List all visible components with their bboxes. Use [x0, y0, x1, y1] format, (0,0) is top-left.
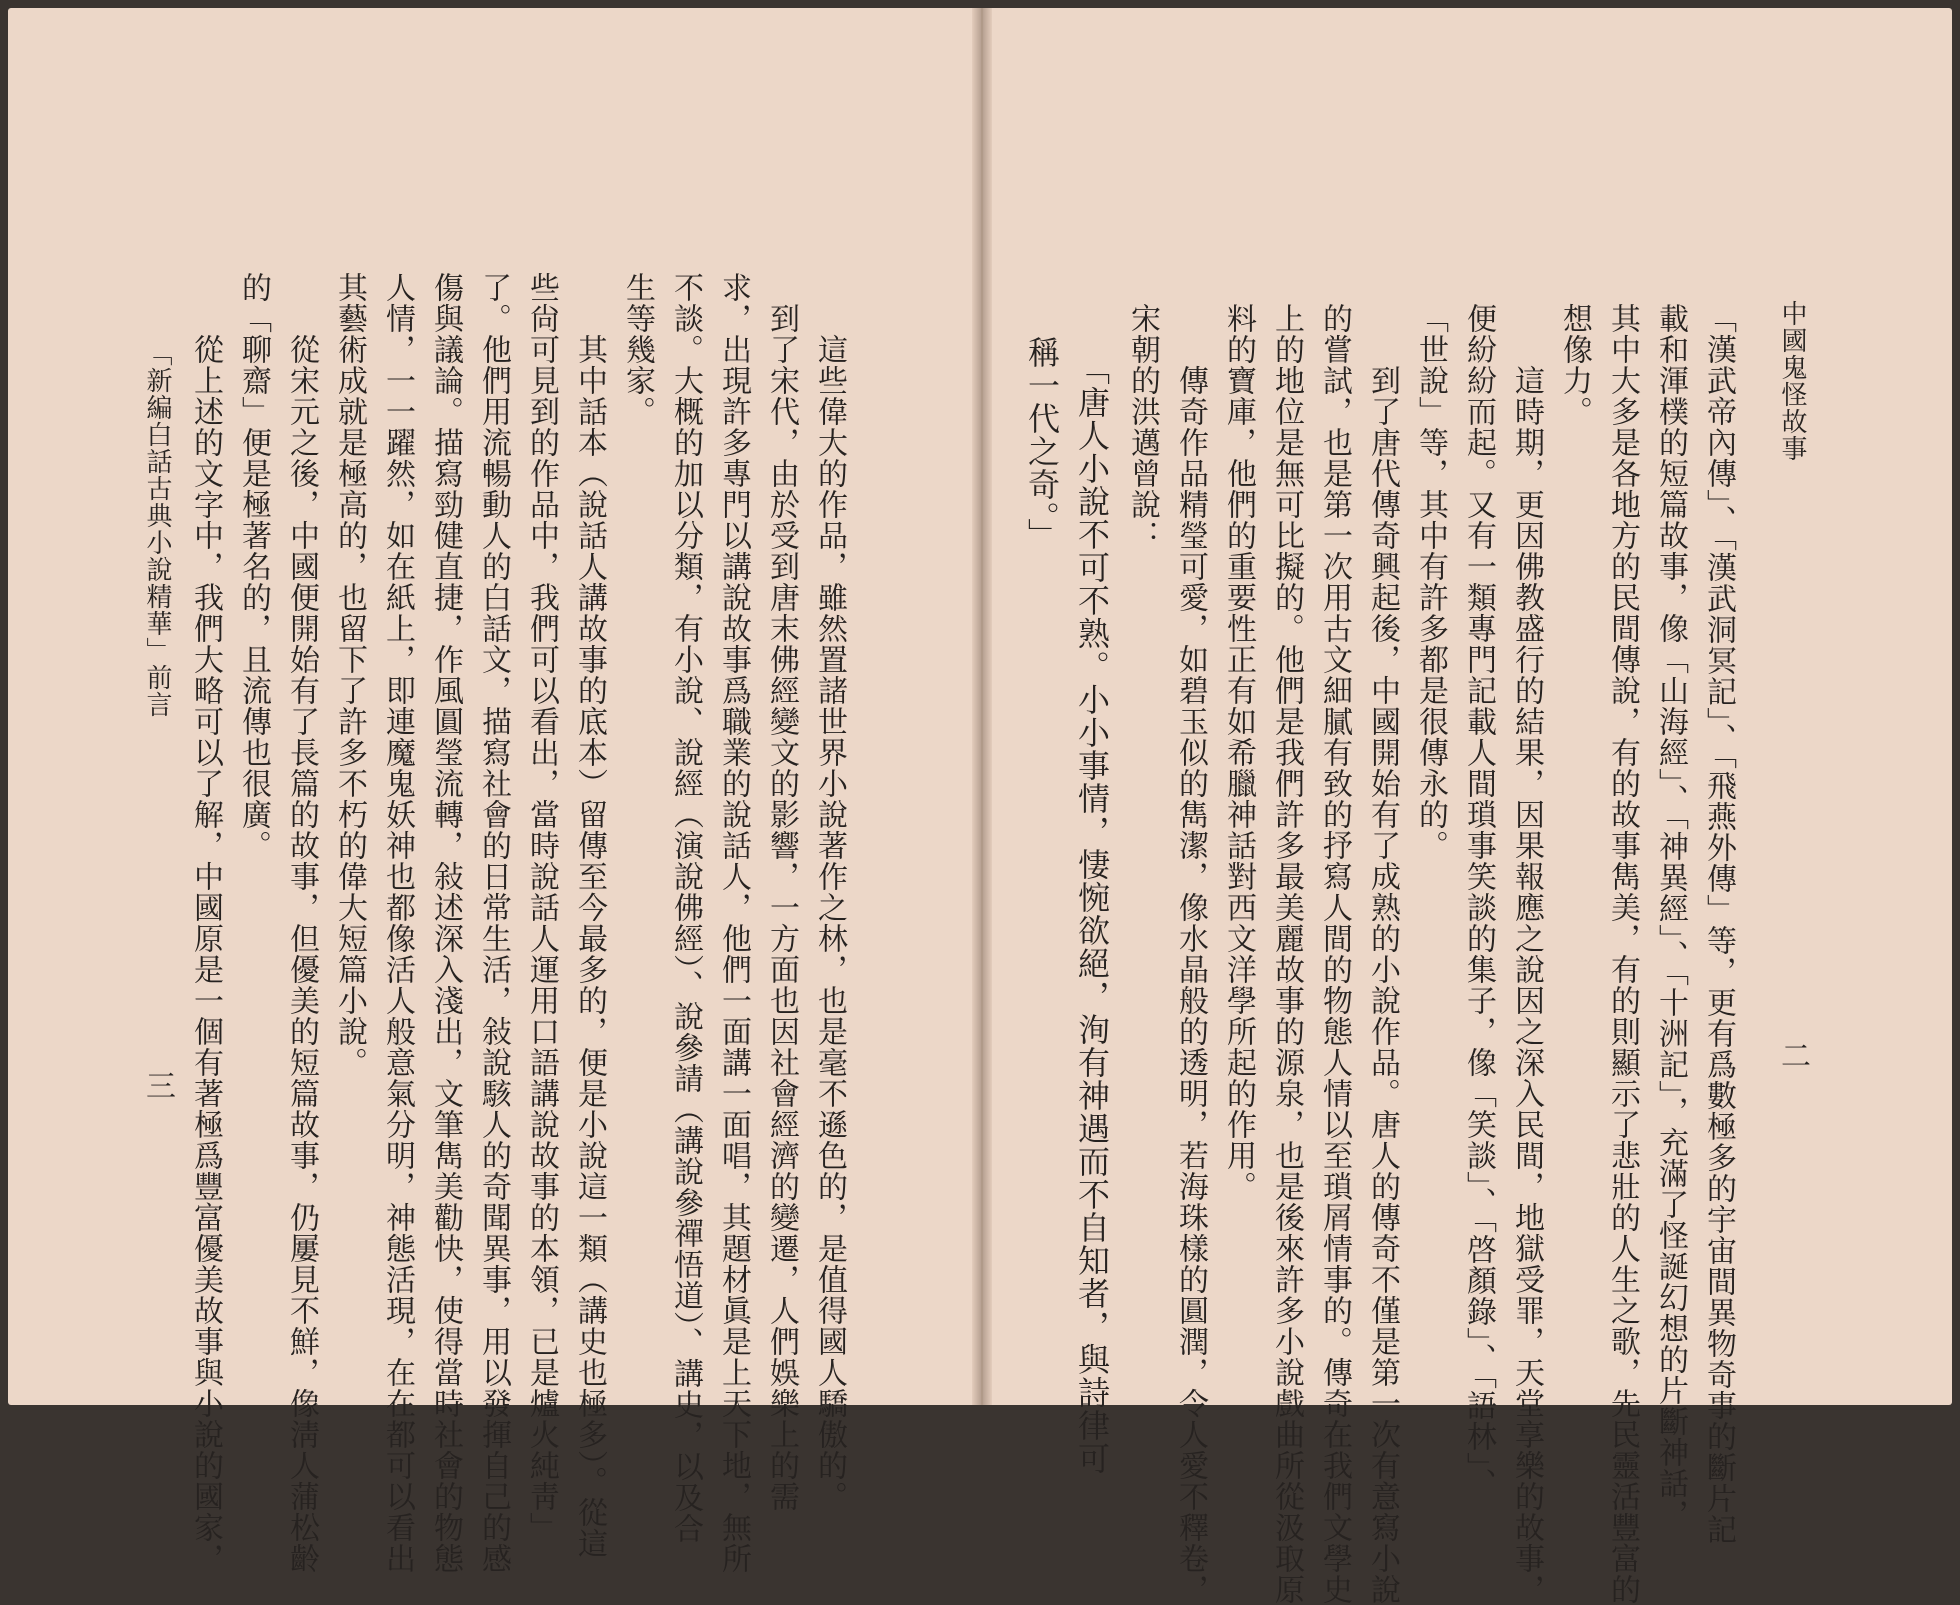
book-gutter — [972, 8, 992, 1405]
text-line: 到了宋代，由於受到唐末佛經變文的影響，一方面也因社會經濟的變遷，人們娛樂上的需 — [764, 272, 799, 1512]
text-line: 生等幾家。 — [620, 272, 655, 427]
text-line: 「世說」等，其中有許多都是很傳永的。 — [1413, 303, 1448, 861]
text-line: 不談。大概的加以分類，有小說、說經（演說佛經）、說參請（講說參禪悟道）、講史，以及合 — [668, 272, 703, 1544]
text-line: 從宋元之後，中國便開始有了長篇的故事，但優美的短篇故事，仍屢見不鮮，像淸人蒲松齡 — [284, 272, 319, 1574]
text-line: 「漢武帝內傳」、「漢武洞冥記」、「飛燕外傳」等，更有爲數極多的宇宙間異物奇事的斷片記 — [1701, 303, 1736, 1545]
text-line: 這時期，更因佛教盛行的結果，因果報應之說因之深入民間，地獄受罪，天堂享樂的故事， — [1509, 303, 1544, 1605]
text-line: 宋朝的洪邁曾說： — [1125, 303, 1160, 551]
text-line: 求，出現許多專門以講說故事爲職業的說話人，他們一面講一面唱，其題材眞是上天下地，無所 — [716, 272, 751, 1574]
text-line: 到了唐代傳奇興起後，中國開始有了成熟的小說作品。唐人的傳奇不僅是第一次有意寫小說 — [1365, 303, 1400, 1605]
text-line: 想像力。 — [1557, 303, 1592, 427]
quotation-line: 稱一代之奇。」 — [1023, 303, 1061, 551]
text-line: 傷與議論。描寫勁健直捷，作風圓瑩流轉，敍述深入淺出，文筆雋美勸快，使得當時社會的物態 — [428, 272, 463, 1574]
page-number-left: 三 — [140, 1070, 175, 1101]
text-line: 的「聊齋」便是極著名的，且流傳也很廣。 — [236, 272, 271, 861]
running-foot: 「新編白話古典小說精華」前言 — [142, 340, 172, 718]
text-line: 其藝術成就是極高的，也留下了許多不朽的偉大短篇小說。 — [332, 272, 367, 1078]
text-line: 便紛紛而起。又有一類專門記載人間瑣事笑談的集子，像「笑談」、「啓顏錄」、「語林」、 — [1461, 303, 1496, 1499]
running-head: 中國鬼怪故事 — [1777, 300, 1807, 462]
text-line: 了。他們用流暢動人的白話文，描寫社會的日常生活，敍說駭人的奇聞異事，用以發揮自己的感 — [476, 272, 511, 1574]
text-line: 其中大多是各地方的民間傳說，有的故事雋美，有的則顯示了悲壯的人生之歌，先民靈活豐富的 — [1605, 303, 1640, 1605]
text-line: 從上述的文字中，我們大略可以了解，中國原是一個有著極爲豐富優美故事與小說的國家， — [188, 272, 223, 1574]
quotation-line: 「唐人小說不可不熟。小小事情，悽惋欲絕，洵有神遇而不自知者，與詩律可 — [1073, 303, 1111, 1475]
text-line: 料的寶庫，他們的重要性正有如希臘神話對西文洋學所起的作用。 — [1221, 303, 1256, 1202]
text-line: 傳奇作品精瑩可愛，如碧玉似的雋潔，像水晶般的透明，若海珠樣的圓潤，令人愛不釋卷， — [1173, 303, 1208, 1605]
text-line: 人情，一一躍然，如在紙上，即連魔鬼妖神也都像活人般意氣分明，神態活現，在在都可以看出 — [380, 272, 415, 1574]
text-line: 其中話本（說話人講故事的底本）留傳至今最多的，便是小說這一類（講史也極多）。從這 — [572, 272, 607, 1559]
text-line: 些尙可見到的作品中，我們可以看出，當時說話人運用口語講說故事的本領，已是爐火純靑」 — [524, 272, 559, 1543]
page-number-right: 二 — [1775, 1040, 1810, 1071]
text-line: 載和渾樸的短篇故事，像「山海經」、「神異經」、「十洲記」，充滿了怪誕幻想的片斷神話， — [1653, 303, 1688, 1530]
text-line: 上的地位是無可比擬的。他們是我們許多最美麗故事的源泉，也是後來許多小說戲曲所從汲取原 — [1269, 303, 1304, 1605]
text-line: 的嘗試，也是第一次用古文細膩有致的抒寫人間的物態人情以至瑣屑情事的。傳奇在我們文學史 — [1317, 303, 1352, 1605]
text-line: 這些偉大的作品，雖然置諸世界小說著作之林，也是毫不遜色的，是值得國人驕傲的。 — [812, 272, 847, 1512]
